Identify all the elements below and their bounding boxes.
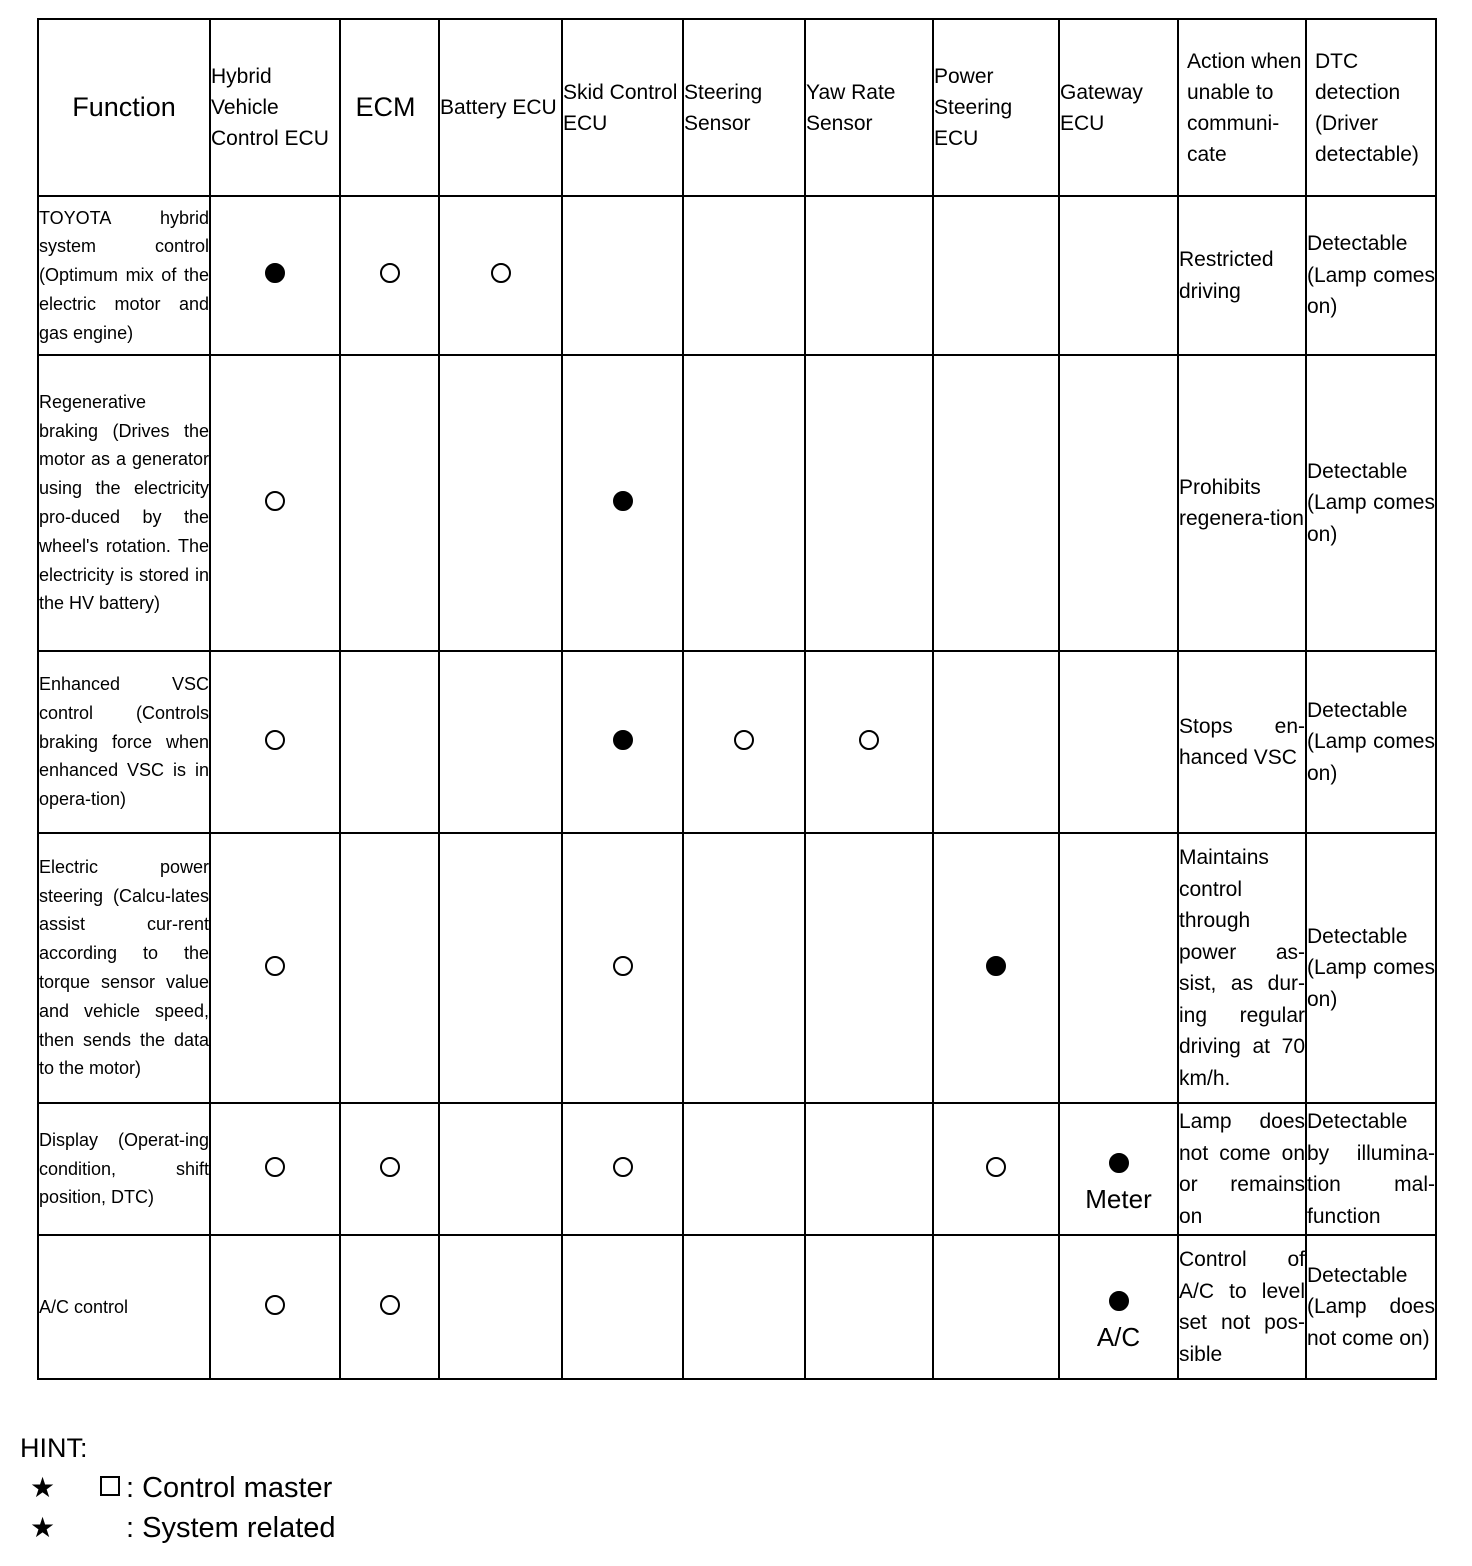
table-row [38,833,1436,1103]
mark-cell [683,833,805,1103]
filled-circle-icon [265,263,285,283]
open-circle-icon [265,730,285,750]
mark-cell [340,1103,439,1235]
mark-cell [1059,196,1178,355]
mark-cell [562,196,683,355]
mark-cell [210,833,340,1103]
star-icon: ★ [30,1512,56,1543]
gateway-label: A/C [1096,1321,1141,1352]
table-row [38,196,1436,355]
star-icon: ★ [30,1472,56,1503]
mark-cell [1059,651,1178,833]
dtc-cell: Detectable (Lamp does not come on) [1306,1235,1436,1379]
header-battery-ecu: Battery ECU [439,19,562,196]
filled-circle-icon [613,730,633,750]
mark-cell [1059,833,1178,1103]
action-cell: Lamp does not come on or remains on [1178,1103,1306,1235]
open-circle-icon [491,263,511,283]
header-skid-control-ecu: Skid Control ECU [562,19,683,196]
control-master-label: : Control master [126,1472,333,1504]
filled-circle-icon [986,956,1006,976]
mark-cell [562,1103,683,1235]
header-action: Action when unable to communi-cate [1178,19,1306,196]
open-circle-icon [380,1295,400,1315]
action-cell: Stops en-hanced VSC [1178,651,1306,833]
mark-cell [439,355,562,651]
mark-cell [439,1103,562,1235]
open-circle-icon [265,491,285,511]
mark-cell [1059,1103,1178,1235]
table-row [38,651,1436,833]
header-hybrid-vehicle-control-ecu: Hybrid Vehicle Control ECU [210,19,340,196]
open-circle-icon [265,956,285,976]
mark-cell [439,651,562,833]
mark-cell [933,651,1059,833]
header-gateway-ecu: Gateway ECU [1059,19,1178,196]
mark-cell [683,1103,805,1235]
mark-cell [340,651,439,833]
mark-cell [210,196,340,355]
header-power-steering-ecu: Power Steering ECU [933,19,1059,196]
mark-cell [683,1235,805,1379]
table-row [38,1235,1436,1379]
function-cell: Enhanced VSC control (Controls braking force when enhanced VSC is in opera-tion) [38,651,210,833]
filled-circle-icon [1109,1291,1129,1311]
mark-cell [805,651,933,833]
function-cell: Electric power steering (Calcu-lates assist cur-rent according to the torque sensor value and vehicle speed, then sends the data to the motor) [38,833,210,1103]
header-yaw-rate-sensor: Yaw Rate Sensor [805,19,933,196]
mark-cell [562,833,683,1103]
header-steering-sensor: Steering Sensor [683,19,805,196]
mark-cell [210,651,340,833]
table-row [38,355,1436,651]
dtc-cell: Detectable by illumina-tion mal-function [1306,1103,1436,1235]
mark-cell [562,651,683,833]
mark-cell [933,196,1059,355]
mark-cell [210,355,340,651]
control-master-square-icon [100,1476,120,1496]
header-ecm: ECM [340,19,439,196]
dtc-cell: Detectable (Lamp comes on) [1306,196,1436,355]
header-row [38,19,1436,196]
open-circle-icon [986,1157,1006,1177]
mark-cell [1059,1235,1178,1379]
function-cell: Regenerative braking (Drives the motor as a generator using the electricity pro-duced by the wheel's rotation. The electricity is stored in the HV battery) [38,355,210,651]
mark-cell [683,355,805,651]
hint-system-related [30,1508,336,1548]
mark-cell [210,1235,340,1379]
table-row [38,1103,1436,1235]
open-circle-icon [734,730,754,750]
system-related-label: : System related [126,1512,336,1544]
mark-cell [562,1235,683,1379]
header-dtc-detection: DTC detection (Driver detectable) [1306,19,1436,196]
mark-cell [805,355,933,651]
function-cell: TOYOTA hybrid system control (Optimum mix of the electric motor and gas engine) [38,196,210,355]
action-cell: Maintains control through power as-sist, as dur-ing regular driving at 70 km/h. [1178,833,1306,1103]
function-cell: Display (Operat-ing condition, shift position, DTC) [38,1103,210,1235]
mark-cell [439,196,562,355]
open-circle-icon [613,956,633,976]
filled-circle-icon [1109,1153,1129,1173]
mark-cell [933,833,1059,1103]
dtc-cell: Detectable (Lamp comes on) [1306,833,1436,1103]
mark-cell [340,833,439,1103]
function-cell: A/C control [38,1235,210,1379]
hint-title: HINT: [20,1433,88,1463]
mark-cell [439,1235,562,1379]
action-cell: Restricted driving [1178,196,1306,355]
mark-cell [683,196,805,355]
dtc-cell: Detectable (Lamp comes on) [1306,355,1436,651]
mark-cell [1059,355,1178,651]
mark-cell [933,1235,1059,1379]
gateway-label: Meter [1085,1183,1152,1214]
mark-cell [340,196,439,355]
open-circle-icon [859,730,879,750]
header-function: Function [38,19,210,196]
open-circle-icon [613,1157,633,1177]
mark-cell [933,1103,1059,1235]
function-table [37,18,1437,1380]
mark-cell [210,1103,340,1235]
mark-cell [805,833,933,1103]
dtc-cell: Detectable (Lamp comes on) [1306,651,1436,833]
filled-circle-icon [613,491,633,511]
mark-cell [562,355,683,651]
mark-cell [683,651,805,833]
mark-cell [340,1235,439,1379]
mark-cell [439,833,562,1103]
open-circle-icon [380,263,400,283]
mark-cell [340,355,439,651]
open-circle-icon [265,1157,285,1177]
mark-cell [805,1235,933,1379]
mark-cell [933,355,1059,651]
mark-cell [805,196,933,355]
open-circle-icon [265,1295,285,1315]
open-circle-icon [380,1157,400,1177]
hint-control-master [30,1468,332,1508]
action-cell: Control of A/C to level set not pos-sible [1178,1235,1306,1379]
mark-cell [805,1103,933,1235]
action-cell: Prohibits regenera-tion [1178,355,1306,651]
